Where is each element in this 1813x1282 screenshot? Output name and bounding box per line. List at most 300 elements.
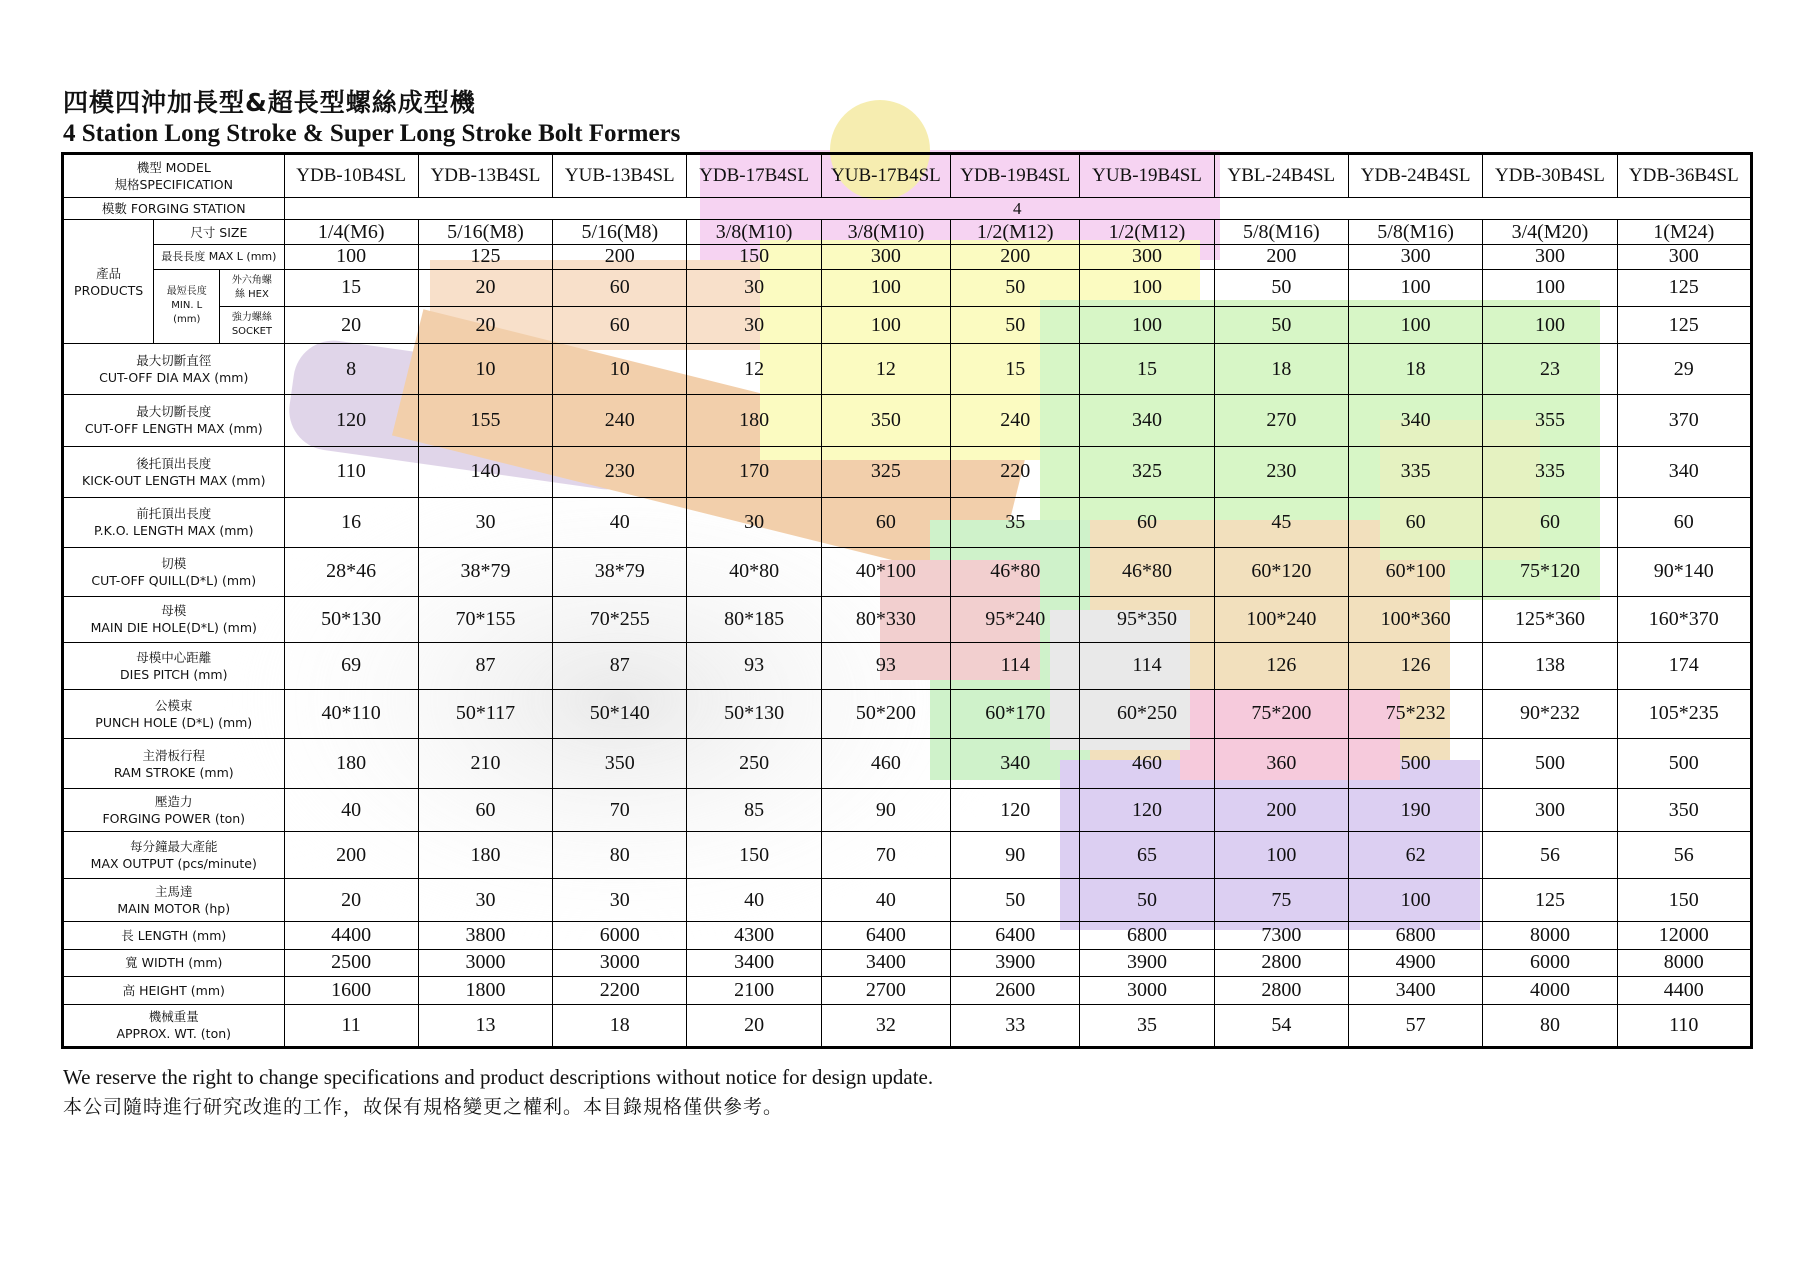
value-cell: 50*130 — [687, 689, 821, 738]
table-row — [63, 220, 1752, 245]
value-cell: 75 — [1214, 879, 1348, 922]
value-cell: 300 — [1080, 245, 1214, 270]
value-cell: 2800 — [1214, 977, 1348, 1005]
value-cell: 75*120 — [1483, 547, 1617, 596]
value-cell: 57 — [1348, 1004, 1482, 1047]
value-cell: 3800 — [418, 922, 552, 950]
table-row — [63, 446, 1752, 497]
value-cell: 500 — [1348, 739, 1482, 789]
value-cell: 125 — [418, 245, 552, 270]
model-name: YDB-17B4SL — [687, 154, 821, 198]
products-label-zh: 產品 — [96, 265, 122, 281]
value-cell: 60*100 — [1348, 547, 1482, 596]
table-row — [63, 154, 1752, 198]
value-cell: 150 — [687, 832, 821, 879]
spec-label-cell — [63, 739, 285, 789]
value-cell: 30 — [418, 879, 552, 922]
value-cell: 16 — [284, 497, 418, 547]
table-row — [63, 547, 1752, 596]
value-cell: 2200 — [553, 977, 687, 1005]
value-cell: 190 — [1348, 789, 1482, 832]
spec-label-zh: 母模中心距離 — [136, 649, 212, 665]
value-cell: 93 — [687, 642, 821, 689]
spec-label-zh: 公模束 — [154, 697, 193, 713]
value-cell: 7300 — [1214, 922, 1348, 950]
value-cell: 20 — [687, 1004, 821, 1047]
value-cell: 15 — [951, 344, 1080, 395]
value-cell: 50 — [1214, 269, 1348, 307]
model-name: YDB-13B4SL — [418, 154, 552, 198]
spec-label-zh: 後托頂出長度 — [136, 455, 212, 471]
value-cell: 220 — [951, 446, 1080, 497]
value-cell: 80*185 — [687, 596, 821, 642]
value-cell: 8000 — [1483, 922, 1617, 950]
value-cell: 4900 — [1348, 949, 1482, 977]
value-cell: 100 — [1483, 269, 1617, 307]
value-cell: 56 — [1617, 832, 1751, 879]
value-cell: 2600 — [951, 977, 1080, 1005]
hex-label-en: 絲 HEX — [234, 288, 269, 300]
value-cell: 30 — [687, 497, 821, 547]
value-cell: 12 — [687, 344, 821, 395]
value-cell: 240 — [553, 395, 687, 446]
value-cell: 350 — [821, 395, 950, 446]
value-cell: 50 — [1080, 879, 1214, 922]
value-cell: 2700 — [821, 977, 950, 1005]
value-cell: 10 — [553, 344, 687, 395]
value-cell: 70 — [553, 789, 687, 832]
value-cell: 4300 — [687, 922, 821, 950]
value-cell: 60 — [553, 269, 687, 307]
model-label: 機型 MODEL — [136, 159, 211, 175]
hex-label — [220, 269, 284, 307]
spec-label-cell — [63, 395, 285, 446]
value-cell: 155 — [418, 395, 552, 446]
table-row — [63, 307, 1752, 344]
table-row — [63, 642, 1752, 689]
title-block — [63, 88, 680, 150]
value-cell: 50*130 — [284, 596, 418, 642]
value-cell: 200 — [1214, 789, 1348, 832]
dimension-label: 寬 WIDTH (mm) — [63, 949, 285, 977]
spec-label-zh: 最大切斷直徑 — [136, 353, 212, 369]
value-cell: 80*330 — [821, 596, 950, 642]
value-cell: 360 — [1214, 739, 1348, 789]
value-cell: 350 — [553, 739, 687, 789]
value-cell: 23 — [1483, 344, 1617, 395]
spec-label-cell — [63, 547, 285, 596]
value-cell: 140 — [418, 446, 552, 497]
forging-station-value: 4 — [284, 197, 1752, 220]
value-cell: 69 — [284, 642, 418, 689]
value-cell: 65 — [1080, 832, 1214, 879]
value-cell: 60 — [418, 789, 552, 832]
table-row — [63, 596, 1752, 642]
table-row — [63, 977, 1752, 1005]
model-name: YDB-24B4SL — [1348, 154, 1482, 198]
value-cell: 18 — [1348, 344, 1482, 395]
value-cell: 80 — [553, 832, 687, 879]
value-cell: 3/8(M10) — [821, 220, 950, 245]
spec-label-en: CUT-OFF DIA MAX (mm) — [99, 370, 249, 386]
weight-label — [63, 1004, 285, 1047]
value-cell: 120 — [951, 789, 1080, 832]
value-cell: 125*360 — [1483, 596, 1617, 642]
title-chinese: 四模四沖加長型&超長型螺絲成型機 — [63, 88, 476, 117]
value-cell: 33 — [951, 1004, 1080, 1047]
value-cell: 126 — [1214, 642, 1348, 689]
spec-label-en: RAM STROKE (mm) — [113, 764, 234, 780]
max-length-label: 最長長度 MAX L (mm) — [154, 245, 284, 270]
footer-chinese: 本公司隨時進行研究改進的工作，故保有規格變更之權利。本目錄規格僅供參考。 — [63, 1096, 784, 1118]
value-cell: 40 — [821, 879, 950, 922]
table-row — [63, 689, 1752, 738]
value-cell: 2800 — [1214, 949, 1348, 977]
spec-label-cell — [63, 596, 285, 642]
spec-label-en: MAIN MOTOR (hp) — [117, 901, 231, 917]
value-cell: 1800 — [418, 977, 552, 1005]
spec-label-en: KICK-OUT LENGTH MAX (mm) — [82, 472, 266, 488]
value-cell: 250 — [687, 739, 821, 789]
value-cell: 50*200 — [821, 689, 950, 738]
value-cell: 180 — [418, 832, 552, 879]
value-cell: 30 — [687, 269, 821, 307]
spec-label-cell — [63, 689, 285, 738]
value-cell: 46*80 — [951, 547, 1080, 596]
value-cell: 12 — [821, 344, 950, 395]
value-cell: 50 — [951, 879, 1080, 922]
value-cell: 100 — [1348, 307, 1482, 344]
value-cell: 90*232 — [1483, 689, 1617, 738]
value-cell: 1/4(M6) — [284, 220, 418, 245]
value-cell: 230 — [553, 446, 687, 497]
value-cell: 3/8(M10) — [687, 220, 821, 245]
table-row — [63, 395, 1752, 446]
table-row — [63, 832, 1752, 879]
value-cell: 150 — [687, 245, 821, 270]
model-name: YDB-19B4SL — [951, 154, 1080, 198]
value-cell: 38*79 — [553, 547, 687, 596]
value-cell: 1(M24) — [1617, 220, 1751, 245]
socket-label-en: SOCKET — [231, 326, 273, 338]
spec-label-zh: 切模 — [161, 555, 187, 571]
value-cell: 30 — [553, 879, 687, 922]
model-name: YBL-24B4SL — [1214, 154, 1348, 198]
value-cell: 200 — [553, 245, 687, 270]
value-cell: 87 — [418, 642, 552, 689]
min-length-unit: (mm) — [173, 314, 201, 326]
spec-label-zh: 每分鐘最大產能 — [129, 839, 218, 855]
table-row — [63, 1004, 1752, 1047]
value-cell: 240 — [951, 395, 1080, 446]
value-cell: 110 — [1617, 1004, 1751, 1047]
value-cell: 95*350 — [1080, 596, 1214, 642]
value-cell: 46*80 — [1080, 547, 1214, 596]
spec-table — [61, 152, 1753, 1049]
value-cell: 5/16(M8) — [553, 220, 687, 245]
value-cell: 60 — [1483, 497, 1617, 547]
spec-label-en: FORGING POWER (ton) — [102, 811, 246, 827]
value-cell: 3400 — [687, 949, 821, 977]
value-cell: 60 — [553, 307, 687, 344]
spec-label-zh: 主馬達 — [154, 884, 193, 900]
spec-label-en: MAIN DIE HOLE(D*L) (mm) — [90, 620, 257, 636]
value-cell: 200 — [284, 832, 418, 879]
value-cell: 50 — [951, 307, 1080, 344]
value-cell: 110 — [284, 446, 418, 497]
table-row — [63, 245, 1752, 270]
value-cell: 370 — [1617, 395, 1751, 446]
table-row — [63, 344, 1752, 395]
value-cell: 93 — [821, 642, 950, 689]
spec-label-cell — [63, 642, 285, 689]
value-cell: 5/8(M16) — [1214, 220, 1348, 245]
value-cell: 6800 — [1348, 922, 1482, 950]
spec-label-zh: 母模 — [161, 603, 187, 619]
min-length-en: MIN. L — [171, 300, 203, 312]
value-cell: 125 — [1483, 879, 1617, 922]
value-cell: 138 — [1483, 642, 1617, 689]
value-cell: 60 — [1617, 497, 1751, 547]
value-cell: 6400 — [951, 922, 1080, 950]
value-cell: 300 — [1483, 245, 1617, 270]
value-cell: 35 — [951, 497, 1080, 547]
value-cell: 4400 — [284, 922, 418, 950]
value-cell: 335 — [1483, 446, 1617, 497]
value-cell: 200 — [951, 245, 1080, 270]
value-cell: 40 — [687, 879, 821, 922]
value-cell: 325 — [1080, 446, 1214, 497]
socket-label-zh: 強力螺絲 — [231, 312, 272, 324]
value-cell: 1/2(M12) — [951, 220, 1080, 245]
value-cell: 160*370 — [1617, 596, 1751, 642]
value-cell: 18 — [553, 1004, 687, 1047]
value-cell: 20 — [418, 307, 552, 344]
spec-label-cell — [63, 832, 285, 879]
value-cell: 126 — [1348, 642, 1482, 689]
spec-label-en: CUT-OFF LENGTH MAX (mm) — [84, 421, 263, 437]
value-cell: 15 — [1080, 344, 1214, 395]
value-cell: 70 — [821, 832, 950, 879]
value-cell: 5/16(M8) — [418, 220, 552, 245]
value-cell: 40*110 — [284, 689, 418, 738]
value-cell: 90 — [821, 789, 950, 832]
value-cell: 100 — [821, 269, 950, 307]
value-cell: 100 — [821, 307, 950, 344]
value-cell: 60*170 — [951, 689, 1080, 738]
value-cell: 12000 — [1617, 922, 1751, 950]
value-cell: 13 — [418, 1004, 552, 1047]
value-cell: 70*255 — [553, 596, 687, 642]
value-cell: 120 — [284, 395, 418, 446]
value-cell: 5/8(M16) — [1348, 220, 1482, 245]
spec-label-cell — [63, 789, 285, 832]
value-cell: 500 — [1483, 739, 1617, 789]
value-cell: 10 — [418, 344, 552, 395]
value-cell: 125 — [1617, 269, 1751, 307]
table-row — [63, 497, 1752, 547]
model-name: YUB-13B4SL — [553, 154, 687, 198]
value-cell: 56 — [1483, 832, 1617, 879]
value-cell: 40*80 — [687, 547, 821, 596]
products-label-en: PRODUCTS — [74, 282, 144, 298]
value-cell: 62 — [1348, 832, 1482, 879]
value-cell: 6400 — [821, 922, 950, 950]
value-cell: 40*100 — [821, 547, 950, 596]
value-cell: 100 — [1080, 307, 1214, 344]
socket-label — [220, 307, 284, 344]
value-cell: 35 — [1080, 1004, 1214, 1047]
value-cell: 8000 — [1617, 949, 1751, 977]
value-cell: 32 — [821, 1004, 950, 1047]
size-label: 尺寸 SIZE — [154, 220, 284, 245]
value-cell: 3000 — [553, 949, 687, 977]
value-cell: 60*250 — [1080, 689, 1214, 738]
value-cell: 29 — [1617, 344, 1751, 395]
spec-label-zh: 主滑板行程 — [142, 747, 205, 763]
title-english: 4 Station Long Stroke & Super Long Stroke Bolt Formers — [63, 120, 681, 147]
value-cell: 70*155 — [418, 596, 552, 642]
value-cell: 100*360 — [1348, 596, 1482, 642]
value-cell: 50 — [951, 269, 1080, 307]
model-name: YDB-36B4SL — [1617, 154, 1751, 198]
value-cell: 20 — [418, 269, 552, 307]
value-cell: 11 — [284, 1004, 418, 1047]
spec-label-zh: 前托頂出長度 — [136, 506, 212, 522]
value-cell: 335 — [1348, 446, 1482, 497]
value-cell: 90*140 — [1617, 547, 1751, 596]
value-cell: 460 — [821, 739, 950, 789]
footer-english: We reserve the right to change specifications and product descriptions without notice for design update. — [63, 1065, 934, 1089]
table-row — [63, 269, 1752, 307]
value-cell: 80 — [1483, 1004, 1617, 1047]
products-group-label — [63, 220, 154, 344]
value-cell: 105*235 — [1617, 689, 1751, 738]
spec-label-cell — [63, 446, 285, 497]
value-cell: 210 — [418, 739, 552, 789]
value-cell: 200 — [1214, 245, 1348, 270]
value-cell: 8 — [284, 344, 418, 395]
value-cell: 120 — [1080, 789, 1214, 832]
table-row — [63, 922, 1752, 950]
value-cell: 3400 — [821, 949, 950, 977]
value-cell: 180 — [284, 739, 418, 789]
weight-label-zh: 機械重量 — [148, 1009, 199, 1025]
model-name: YUB-17B4SL — [821, 154, 950, 198]
value-cell: 100 — [284, 245, 418, 270]
value-cell: 3/4(M20) — [1483, 220, 1617, 245]
value-cell: 180 — [687, 395, 821, 446]
value-cell: 340 — [1348, 395, 1482, 446]
spec-label-cell — [63, 344, 285, 395]
value-cell: 150 — [1617, 879, 1751, 922]
min-length-label — [154, 269, 220, 344]
value-cell: 340 — [1617, 446, 1751, 497]
value-cell: 20 — [284, 879, 418, 922]
value-cell: 174 — [1617, 642, 1751, 689]
value-cell: 54 — [1214, 1004, 1348, 1047]
spec-label-en: PUNCH HOLE (D*L) (mm) — [95, 714, 253, 730]
value-cell: 300 — [821, 245, 950, 270]
value-cell: 2500 — [284, 949, 418, 977]
value-cell: 60 — [1080, 497, 1214, 547]
value-cell: 125 — [1617, 307, 1751, 344]
value-cell: 60 — [821, 497, 950, 547]
value-cell: 30 — [418, 497, 552, 547]
value-cell: 340 — [1080, 395, 1214, 446]
value-cell: 300 — [1483, 789, 1617, 832]
value-cell: 500 — [1617, 739, 1751, 789]
value-cell: 6000 — [553, 922, 687, 950]
spec-label-cell — [63, 879, 285, 922]
value-cell: 4400 — [1617, 977, 1751, 1005]
value-cell: 100 — [1348, 879, 1482, 922]
spec-label-en: DIES PITCH (mm) — [120, 666, 228, 682]
value-cell: 3000 — [1080, 977, 1214, 1005]
spec-label-zh: 最大切斷長度 — [136, 404, 212, 420]
value-cell: 300 — [1348, 245, 1482, 270]
value-cell: 6800 — [1080, 922, 1214, 950]
value-cell: 100 — [1348, 269, 1482, 307]
value-cell: 20 — [284, 307, 418, 344]
footer — [63, 1063, 933, 1122]
value-cell: 38*79 — [418, 547, 552, 596]
value-cell: 2100 — [687, 977, 821, 1005]
model-name: YUB-19B4SL — [1080, 154, 1214, 198]
value-cell: 18 — [1214, 344, 1348, 395]
spec-label: 規格SPECIFICATION — [114, 176, 233, 192]
table-row — [63, 197, 1752, 220]
value-cell: 6000 — [1483, 949, 1617, 977]
value-cell: 3000 — [418, 949, 552, 977]
value-cell: 40 — [553, 497, 687, 547]
value-cell: 85 — [687, 789, 821, 832]
value-cell: 355 — [1483, 395, 1617, 446]
value-cell: 270 — [1214, 395, 1348, 446]
spec-label-cell — [63, 497, 285, 547]
spec-label-en: CUT-OFF QUILL(D*L) (mm) — [91, 572, 257, 588]
value-cell: 3400 — [1348, 977, 1482, 1005]
value-cell: 300 — [1617, 245, 1751, 270]
model-name: YDB-10B4SL — [284, 154, 418, 198]
table-row — [63, 879, 1752, 922]
value-cell: 50*117 — [418, 689, 552, 738]
value-cell: 100 — [1080, 269, 1214, 307]
spec-label-en: MAX OUTPUT (pcs/minute) — [90, 856, 257, 872]
spec-label-zh: 壓造力 — [154, 794, 193, 810]
value-cell: 60 — [1348, 497, 1482, 547]
value-cell: 1/2(M12) — [1080, 220, 1214, 245]
value-cell: 75*200 — [1214, 689, 1348, 738]
value-cell: 50 — [1214, 307, 1348, 344]
value-cell: 40 — [284, 789, 418, 832]
value-cell: 3900 — [1080, 949, 1214, 977]
value-cell: 3900 — [951, 949, 1080, 977]
value-cell: 87 — [553, 642, 687, 689]
table-row — [63, 949, 1752, 977]
min-length-zh: 最短長度 — [166, 286, 207, 298]
value-cell: 460 — [1080, 739, 1214, 789]
dimension-label: 高 HEIGHT (mm) — [63, 977, 285, 1005]
model-spec-header — [63, 154, 285, 198]
value-cell: 60*120 — [1214, 547, 1348, 596]
hex-label-zh: 外六角螺 — [231, 274, 272, 286]
spec-label-en: P.K.O. LENGTH MAX (mm) — [94, 523, 254, 539]
value-cell: 350 — [1617, 789, 1751, 832]
value-cell: 230 — [1214, 446, 1348, 497]
dimension-label: 長 LENGTH (mm) — [63, 922, 285, 950]
value-cell: 325 — [821, 446, 950, 497]
